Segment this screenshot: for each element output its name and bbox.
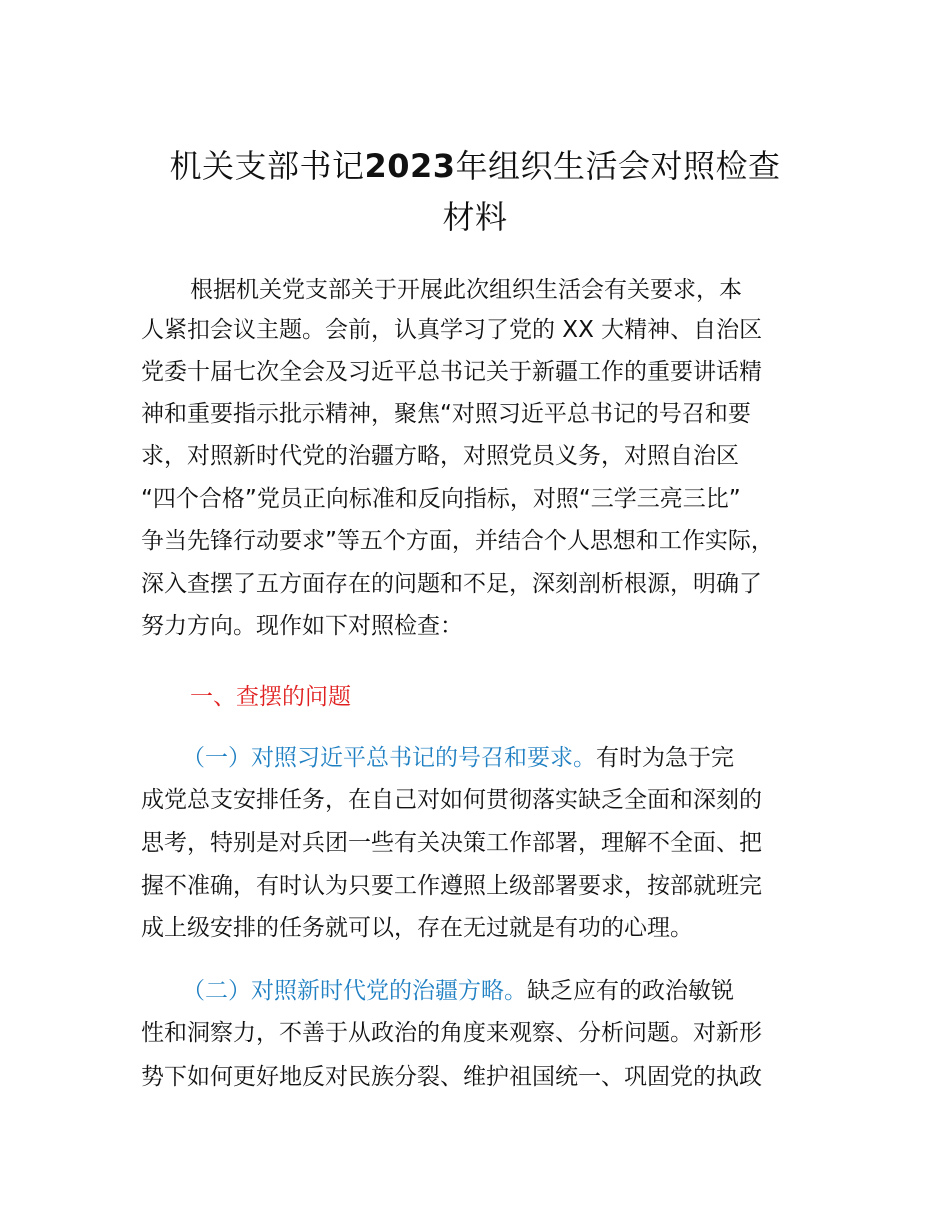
intro-line-3: 党委十届七次全会及习近平总书记关于新疆工作的重要讲话精 — [141, 359, 762, 385]
section-2-first-line — [182, 975, 734, 1007]
intro-line-1: 根据机关党支部关于开展此次组织生活会有关要求，本 — [190, 277, 742, 303]
section-1-line-2: 成党总支安排任务，在自己对如何贯彻落实缺乏全面和深刻的 — [141, 787, 762, 813]
section-1-heading: （一）对照习近平总书记的号召和要求。 — [182, 745, 596, 771]
section-1-line-3: 思考，特别是对兵团一些有关决策工作部署，理解不全面、把 — [141, 830, 762, 856]
section-1-first-line-text: 有时为急于完 — [596, 745, 734, 771]
intro-line-8: 深入查摆了五方面存在的问题和不足，深刻剖析根源，明确了 — [141, 571, 762, 597]
section-2-line-3: 势下如何更好地反对民族分裂、维护祖国统一、巩固党的执政 — [141, 1064, 762, 1090]
intro-line-6: “四个合格”党员正向标准和反向指标，对照“三学三亮三比” — [141, 486, 741, 512]
section-2-line-2: 性和洞察力，不善于从政治的角度来观察、分析问题。对新形 — [141, 1020, 762, 1046]
document-title-line-2: 材料 — [442, 198, 508, 236]
intro-line-9: 努力方向。现作如下对照检查： — [141, 613, 463, 639]
intro-line-2: 人紧扣会议主题。会前，认真学习了党的 XX 大精神、自治区 — [141, 317, 763, 343]
title-text-a: 机关支部书记 — [169, 147, 365, 185]
section-1-first-line — [182, 742, 734, 774]
section-1-line-4: 握不准确，有时认为只要工作遵照上级部署要求，按部就班完 — [141, 873, 762, 899]
intro-line-5: 求，对照新时代党的治疆方略，对照党员义务，对照自治区 — [141, 443, 739, 469]
title-text-b: 年组织生活会对照检查 — [455, 147, 781, 185]
intro-line-4: 神和重要指示批示精神，聚焦“对照习近平总书记的号召和要 — [141, 401, 751, 427]
section-1-line-5: 成上级安排的任务就可以，存在无过就是有功的心理。 — [141, 915, 693, 941]
intro-line-7: 争当先锋行动要求”等五个方面，并结合个人思想和工作实际， — [141, 528, 774, 554]
heading-problems: 一、查摆的问题 — [190, 684, 351, 710]
document-title-line-1 — [140, 142, 810, 190]
section-2-heading: （二）对照新时代党的治疆方略。 — [182, 978, 527, 1004]
title-year: 2023 — [364, 147, 456, 185]
section-2-first-line-text: 缺乏应有的政治敏锐 — [527, 978, 734, 1004]
